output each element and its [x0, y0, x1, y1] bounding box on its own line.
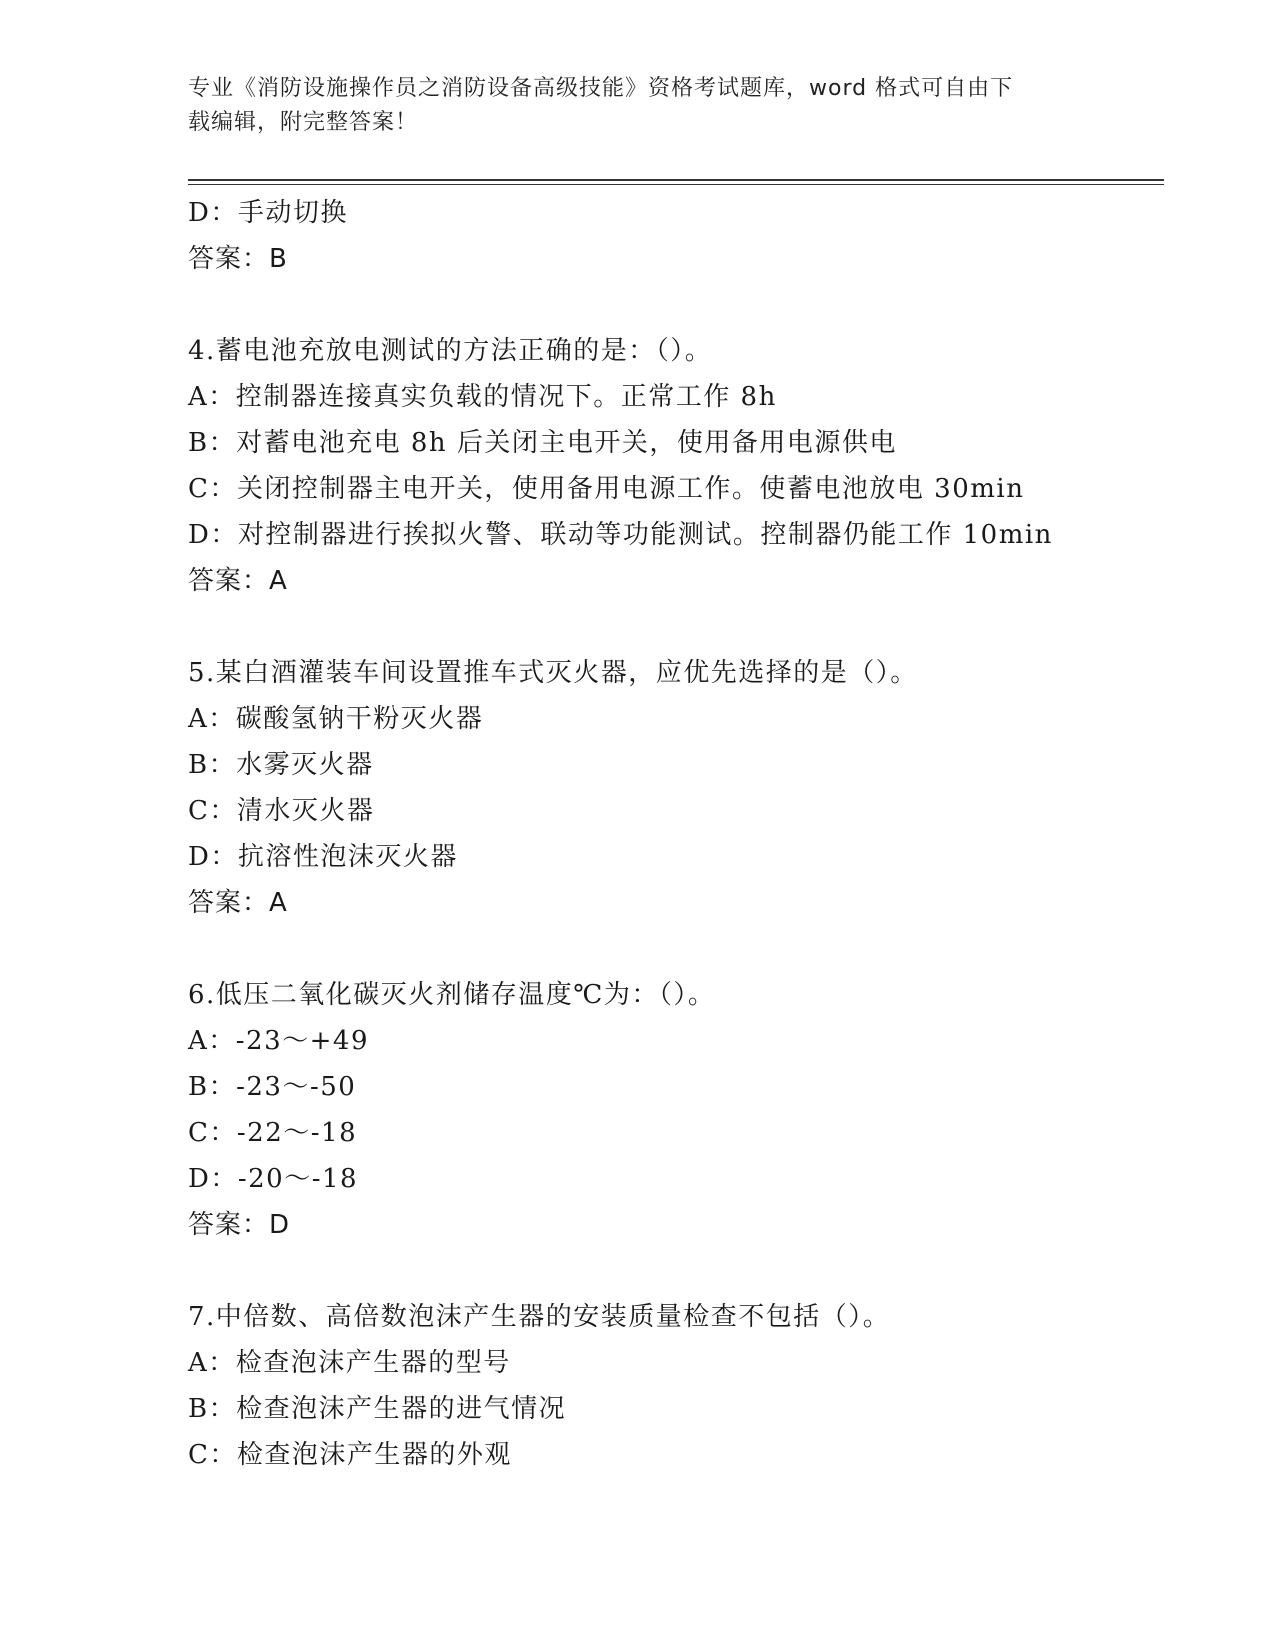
option-b: B：水雾灭火器	[188, 750, 374, 780]
question-stem: 7.中倍数、高倍数泡沫产生器的安装质量检查不包括（）。	[188, 1302, 891, 1332]
option-c: C：-22～-18	[188, 1118, 358, 1148]
spacer	[188, 1248, 1164, 1294]
option-d: D：-20～-18	[188, 1164, 359, 1194]
question-stem: 4.蓄电池充放电测试的方法正确的是：（）。	[188, 336, 713, 366]
question-list	[188, 190, 1164, 1478]
option-c: C：检查泡沫产生器的外观	[188, 1440, 512, 1470]
spacer	[188, 604, 1164, 650]
question-6	[188, 972, 1164, 1248]
answer: 答案：D	[188, 1210, 291, 1240]
question-4	[188, 328, 1164, 604]
option-d: D：抗溶性泡沫灭火器	[188, 842, 458, 872]
option-a: A：-23～+49	[188, 1026, 370, 1056]
spacer	[188, 282, 1164, 328]
carryover-answer: 答案：B	[188, 244, 288, 274]
option-c: C：关闭控制器主电开关，使用备用电源工作。使蓄电池放电 30min	[188, 474, 1025, 504]
option-b: B：检查泡沫产生器的进气情况	[188, 1394, 567, 1424]
document-header	[188, 72, 1088, 140]
carryover-option-d: D：手动切换	[188, 198, 348, 228]
option-d: D：对控制器进行挨拟火警、联动等功能测试。控制器仍能工作 10min	[188, 520, 1053, 550]
question-stem: 6.低压二氧化碳灭火剂储存温度℃为：（）。	[188, 980, 716, 1010]
answer: 答案：A	[188, 566, 288, 596]
option-c: C：清水灭火器	[188, 796, 375, 826]
question-stem: 5.某白酒灌装车间设置推车式灭火器，应优先选择的是（）。	[188, 658, 918, 688]
header-rule-thin	[188, 184, 1164, 185]
spacer	[188, 926, 1164, 972]
option-b: B：对蓄电池充电 8h 后关闭主电开关，使用备用电源供电	[188, 428, 897, 458]
option-b: B：-23～-50	[188, 1072, 357, 1102]
option-a: A：检查泡沫产生器的型号	[188, 1348, 511, 1378]
question-7	[188, 1294, 1164, 1478]
answer: 答案：A	[188, 888, 288, 918]
option-a: A：碳酸氢钠干粉灭火器	[188, 704, 484, 734]
question-5	[188, 650, 1164, 926]
header-line-1: 专业《消防设施操作员之消防设备高级技能》资格考试题库，word 格式可自由下	[188, 76, 1014, 101]
option-a: A：控制器连接真实负载的情况下。正常工作 8h	[188, 382, 777, 412]
header-rule-thick	[188, 179, 1164, 181]
header-line-2: 载编辑，附完整答案！	[188, 110, 419, 135]
